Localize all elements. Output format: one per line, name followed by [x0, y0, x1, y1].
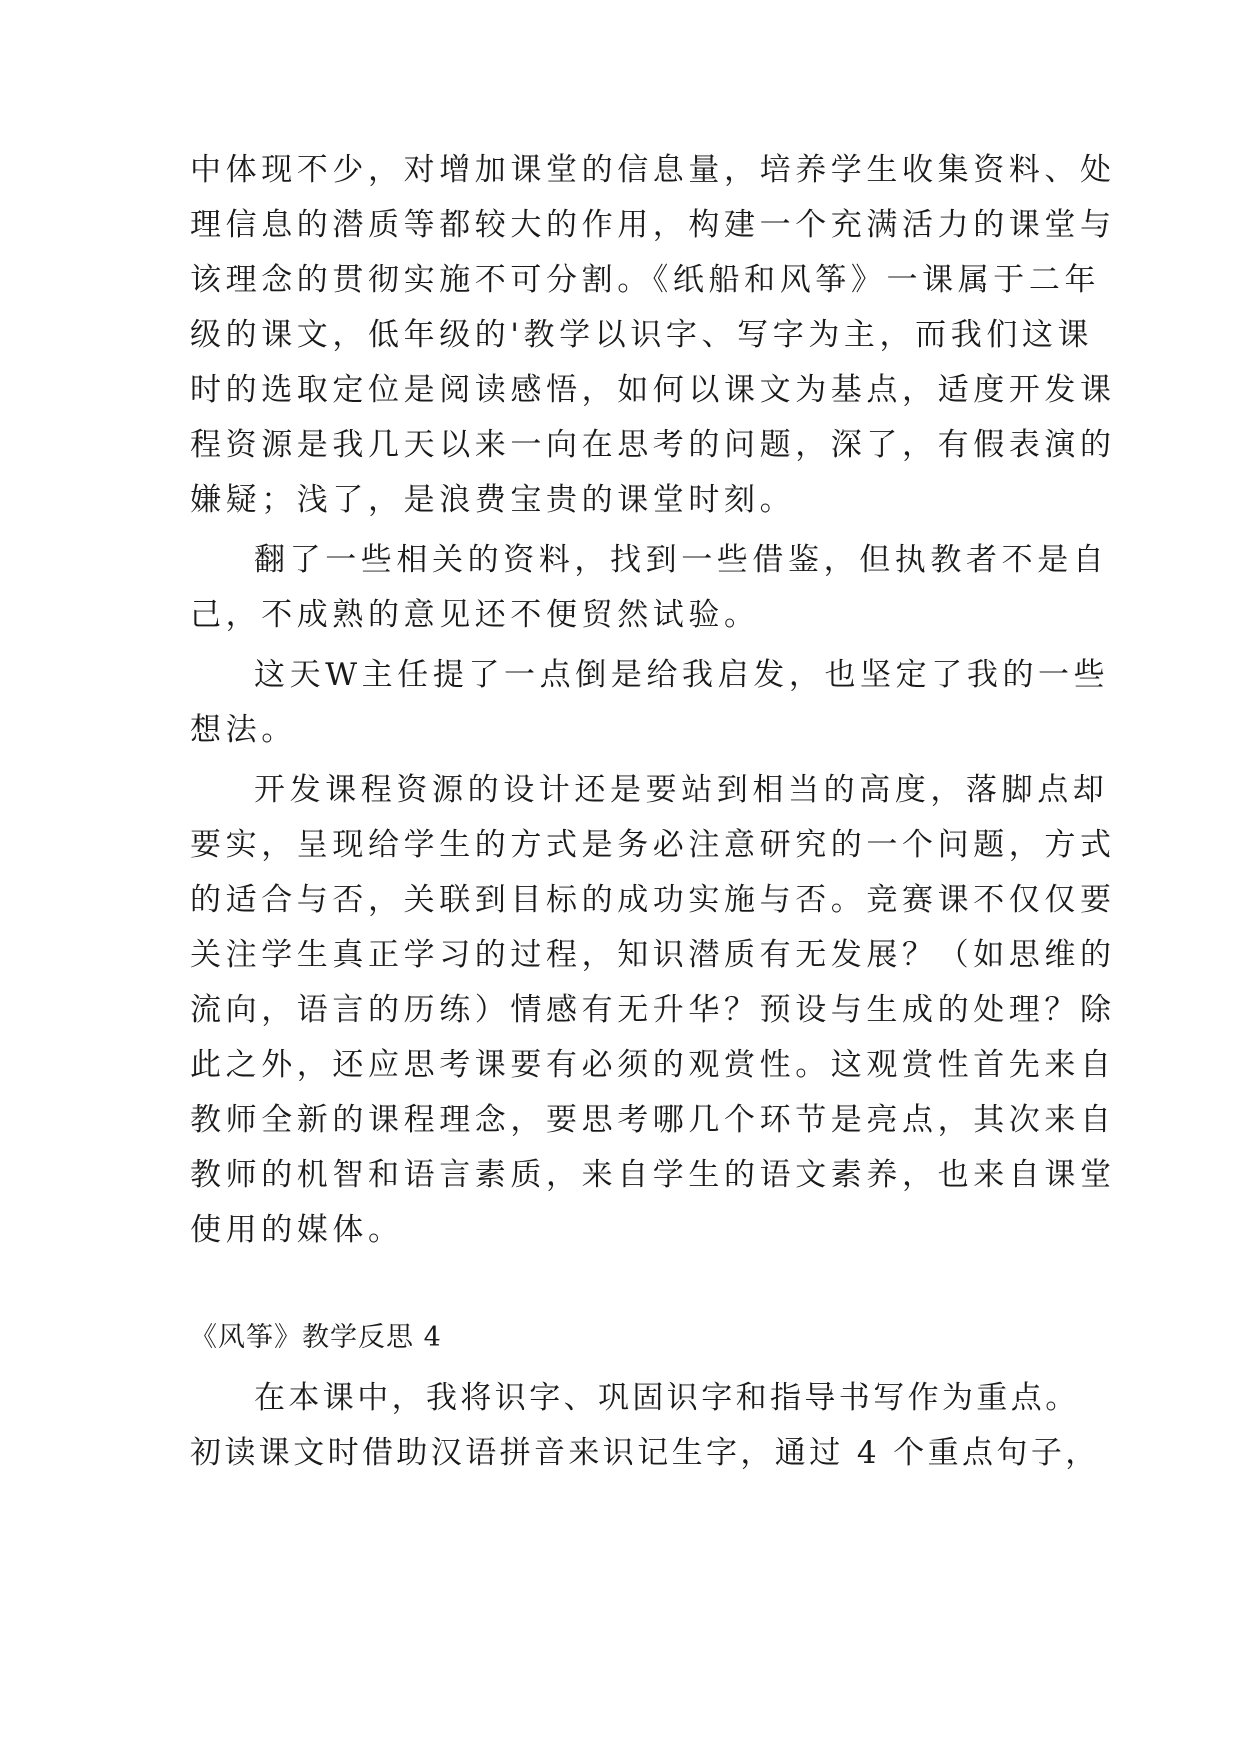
text-line: 时的选取定位是阅读感悟，如何以课文为基点，适度开发课	[190, 372, 1116, 408]
text-line: 己，不成熟的意见还不便贸然试验。	[190, 597, 760, 633]
text-line: 初读课文时借助汉语拼音来识记生字，通过 4 个重点句子，	[190, 1435, 1100, 1471]
text-line: 要实，呈现给学生的方式是务必注意研究的一个问题，方式	[190, 827, 1116, 863]
text-line: 关注学生真正学习的过程，知识潜质有无发展？（如思维的	[190, 937, 1116, 973]
text-line: 流向，语言的历练）情感有无升华？预设与生成的处理？除	[190, 992, 1116, 1028]
text-line: 该理念的贯彻实施不可分割。《纸船和风筝》一课属于二年	[190, 262, 1101, 298]
text-line: 教师的机智和语言素质，来自学生的语文素养，也来自课堂	[190, 1157, 1116, 1193]
text-line: 在本课中，我将识字、巩固识字和指导书写作为重点。	[254, 1380, 1080, 1416]
text-line: 的适合与否，关联到目标的成功实施与否。竞赛课不仅仅要	[190, 882, 1116, 918]
text-line: 想法。	[190, 712, 297, 748]
text-line: 教师全新的课程理念，要思考哪几个环节是亮点，其次来自	[190, 1102, 1116, 1138]
text-line: 翻了一些相关的资料，找到一些借鉴，但执教者不是自	[254, 542, 1109, 578]
text-line: 级的课文，低年级的'教学以识字、写字为主，而我们这课	[190, 317, 1094, 353]
text-line: 理信息的潜质等都较大的作用，构建一个充满活力的课堂与	[190, 207, 1116, 243]
text-line: 使用的媒体。	[190, 1212, 404, 1248]
text-line: 程资源是我几天以来一向在思考的问题，深了，有假表演的	[190, 427, 1116, 463]
text-line: 嫌疑；浅了，是浪费宝贵的课堂时刻。	[190, 482, 796, 518]
text-line: 中体现不少，对增加课堂的信息量，培养学生收集资料、处	[190, 152, 1116, 188]
text-line: 这天W主任提了一点倒是给我启发，也坚定了我的一些	[254, 657, 1110, 693]
text-line: 此之外，还应思考课要有必须的观赏性。这观赏性首先来自	[190, 1047, 1116, 1083]
section-heading: 《风筝》教学反思 4	[190, 1322, 442, 1353]
text-line: 开发课程资源的设计还是要站到相当的高度，落脚点却	[254, 772, 1109, 808]
